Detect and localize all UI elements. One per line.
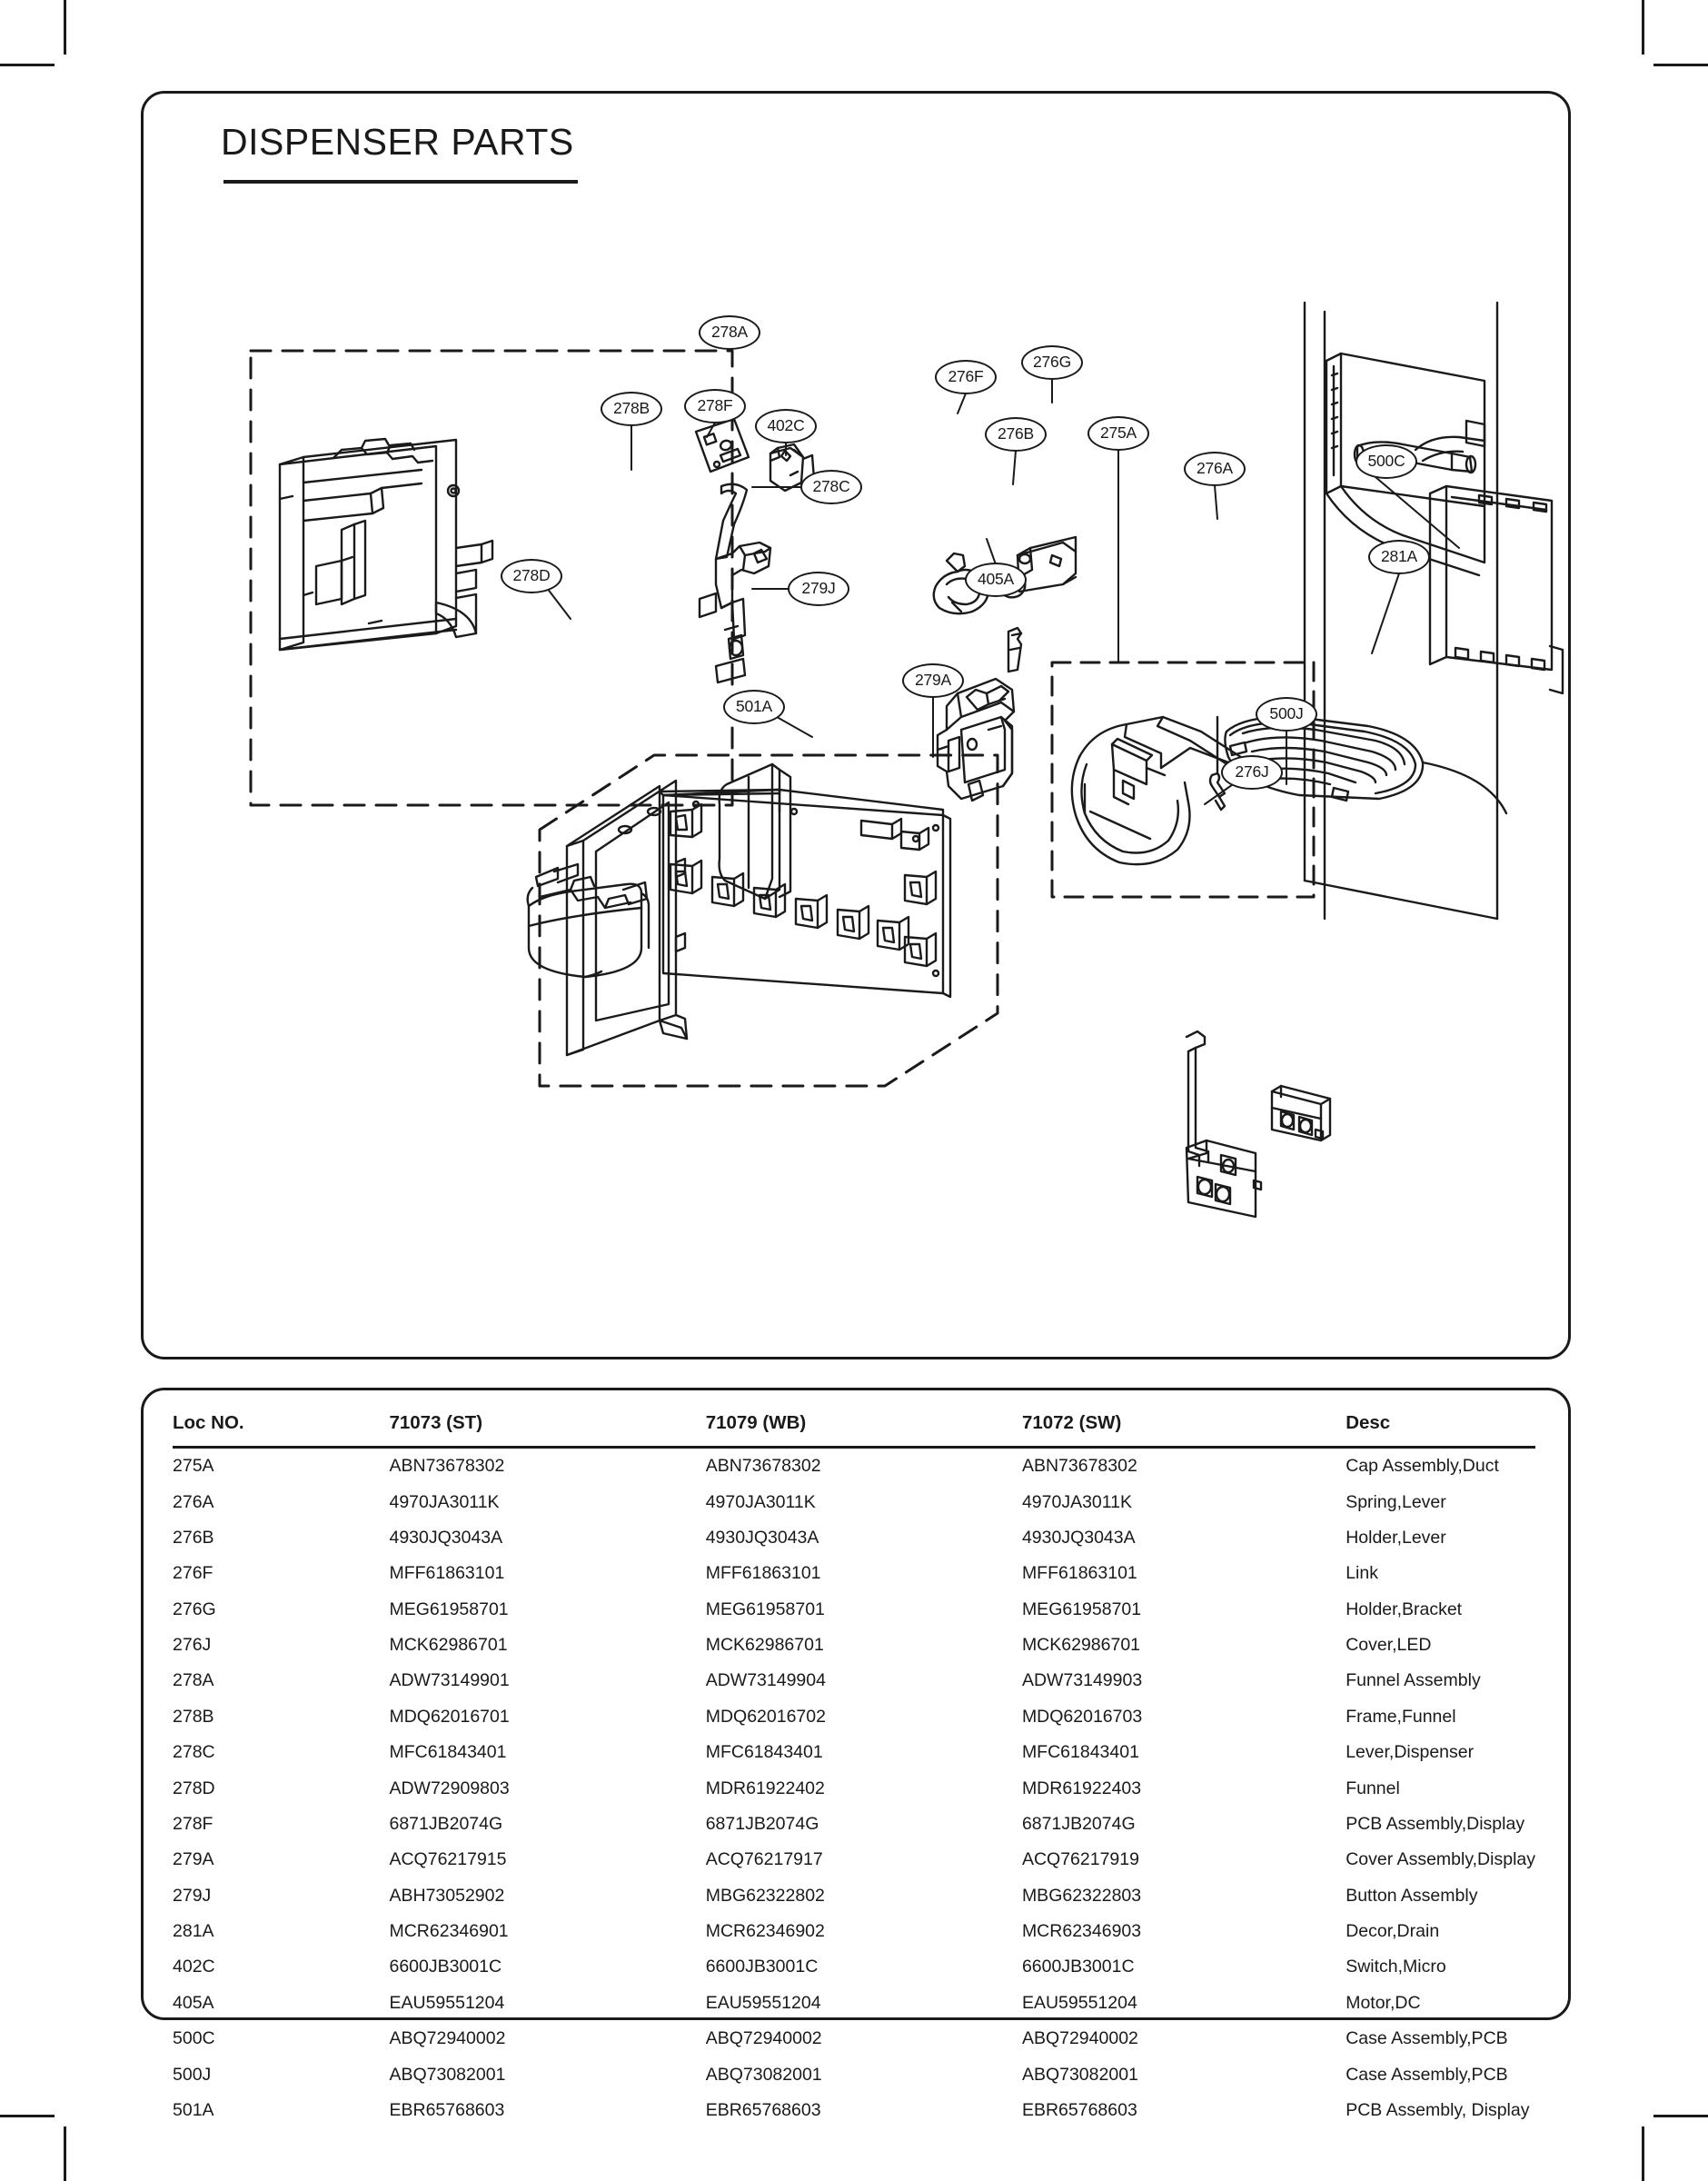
- header-71072-sw: 71072 (SW): [1021, 1412, 1122, 1433]
- cell-desc: Cover Assembly,Display: [1346, 1849, 1535, 1870]
- callout-278d: 278D: [501, 559, 562, 593]
- cell-desc: Funnel Assembly: [1346, 1670, 1481, 1691]
- cell-71073-st: ABH73052902: [389, 1885, 505, 1906]
- cell-71072-sw: EAU59551204: [1021, 1992, 1137, 2013]
- table-row: [173, 1986, 1535, 2021]
- part-405a-motor-dc: [938, 679, 1014, 801]
- part-276j-cover-led: [1187, 1031, 1261, 1217]
- table-row: [173, 1735, 1535, 1770]
- cell-desc: Funnel: [1346, 1778, 1400, 1798]
- header-71073-st: 71073 (ST): [389, 1412, 483, 1433]
- cell-71073-st: MDQ62016701: [389, 1706, 510, 1727]
- cell-71073-st: 6600JB3001C: [389, 1957, 502, 1977]
- cell-loc-no: 402C: [173, 1957, 215, 1977]
- crop-mark-top-left: [64, 0, 66, 55]
- cell-71073-st: MCR62346901: [389, 1921, 509, 1942]
- cell-71073-st: MFC61843401: [389, 1742, 507, 1763]
- crop-mark-right-bottom: [1653, 2115, 1708, 2117]
- cell-71079-wb: MDQ62016702: [705, 1706, 826, 1727]
- table-row: [173, 1448, 1535, 1485]
- callout-281a: 281A: [1368, 540, 1430, 574]
- part-278b-frame-funnel: [280, 439, 492, 650]
- table-header-row: [173, 1412, 1535, 1448]
- callout-278b: 278B: [601, 392, 662, 426]
- part-276b-holder-lever: [1008, 586, 1021, 672]
- cell-desc: PCB Assembly,Display: [1346, 1813, 1525, 1834]
- cell-71079-wb: 4930JQ3043A: [705, 1527, 819, 1548]
- table-row: [173, 1878, 1535, 1914]
- cell-71073-st: ADW72909803: [389, 1778, 510, 1798]
- cell-loc-no: 278D: [173, 1778, 215, 1798]
- cell-loc-no: 278A: [173, 1670, 214, 1691]
- cell-desc: Frame,Funnel: [1346, 1706, 1456, 1727]
- crop-mark-left-bottom: [0, 2115, 55, 2117]
- table-row: [173, 1628, 1535, 1663]
- callout-278f: 278F: [684, 389, 746, 423]
- table-row: [173, 1520, 1535, 1556]
- cell-loc-no: 275A: [173, 1456, 214, 1477]
- callout-405a: 405A: [965, 563, 1027, 597]
- callout-279a: 279A: [902, 663, 964, 698]
- cell-loc-no: 281A: [173, 1921, 214, 1942]
- parts-table-panel: [141, 1388, 1571, 2120]
- part-279a-cover-assembly-display: [660, 790, 950, 997]
- part-278c-lever-dispenser: [700, 484, 770, 682]
- cell-71079-wb: ABQ73082001: [705, 2064, 822, 2085]
- part-278f-pcb-display: [696, 419, 749, 472]
- callout-278a: 278A: [699, 315, 760, 350]
- page-title: DISPENSER PARTS: [221, 121, 574, 163]
- diagram-panel: [141, 91, 1571, 1359]
- table-row: [173, 1842, 1535, 1877]
- cell-desc: Case Assembly,PCB: [1346, 2064, 1508, 2085]
- cell-desc: Cap Assembly,Duct: [1346, 1456, 1499, 1477]
- cell-loc-no: 276A: [173, 1491, 214, 1512]
- cell-loc-no: 278B: [173, 1706, 214, 1727]
- cell-desc: PCB Assembly, Display: [1346, 2099, 1530, 2120]
- callout-279j: 279J: [788, 572, 849, 606]
- cell-71072-sw: ABQ73082001: [1021, 2064, 1138, 2085]
- cell-loc-no: 276G: [173, 1598, 216, 1619]
- cell-71079-wb: 6600JB3001C: [705, 1957, 819, 1977]
- cell-71072-sw: ADW73149903: [1021, 1670, 1143, 1691]
- cell-loc-no: 276F: [173, 1563, 214, 1584]
- cell-71072-sw: ABQ72940002: [1021, 2028, 1138, 2049]
- cell-71079-wb: EBR65768603: [705, 2099, 821, 2120]
- callout-275a: 275A: [1087, 416, 1149, 451]
- table-row: [173, 1592, 1535, 1628]
- table-row: [173, 2021, 1535, 2057]
- cell-loc-no: 276J: [173, 1635, 212, 1656]
- cell-desc: Spring,Lever: [1346, 1491, 1446, 1512]
- crop-mark-right-top: [1653, 64, 1708, 66]
- cell-71072-sw: MDQ62016703: [1021, 1706, 1143, 1727]
- cell-71072-sw: MDR61922403: [1021, 1778, 1142, 1798]
- dispenser-recess: [1326, 354, 1563, 693]
- cell-71073-st: 4930JQ3043A: [389, 1527, 503, 1548]
- table-row: [173, 1663, 1535, 1698]
- cell-71073-st: 6871JB2074G: [389, 1813, 503, 1834]
- cell-desc: Holder,Bracket: [1346, 1598, 1463, 1619]
- cell-71072-sw: MFF61863101: [1021, 1563, 1137, 1584]
- cell-71073-st: ABQ72940002: [389, 2028, 506, 2049]
- part-501a-pcb-display: [567, 781, 687, 1055]
- table-row: [173, 2093, 1535, 2128]
- cell-71073-st: MCK62986701: [389, 1635, 508, 1656]
- cell-71073-st: MFF61863101: [389, 1563, 505, 1584]
- callout-276a: 276A: [1184, 452, 1246, 486]
- cell-desc: Lever,Dispenser: [1346, 1742, 1475, 1763]
- crop-mark-left-top: [0, 64, 55, 66]
- table-row: [173, 1699, 1535, 1735]
- cell-desc: Button Assembly: [1346, 1885, 1478, 1906]
- cell-71073-st: 4970JA3011K: [389, 1491, 500, 1512]
- dispenser-exploded-diagram: [144, 94, 1568, 1357]
- cell-71073-st: ABN73678302: [389, 1456, 505, 1477]
- part-275a-cap-assembly-duct: [1072, 717, 1246, 864]
- cell-71079-wb: MFC61843401: [705, 1742, 823, 1763]
- cell-71072-sw: 6871JB2074G: [1021, 1813, 1136, 1834]
- table-row: [173, 1807, 1535, 1842]
- table-row: [173, 1770, 1535, 1806]
- cell-71073-st: MEG61958701: [389, 1598, 509, 1619]
- cell-loc-no: 279J: [173, 1885, 212, 1906]
- cell-loc-no: 405A: [173, 1992, 214, 2013]
- crop-mark-top-right: [1642, 0, 1644, 55]
- part-500j-case-assembly-pcb: [1272, 1086, 1330, 1140]
- cell-loc-no: 276B: [173, 1527, 214, 1548]
- cell-desc: Motor,DC: [1346, 1992, 1421, 2013]
- callout-501a: 501A: [723, 690, 785, 724]
- cell-71079-wb: MCK62986701: [705, 1635, 824, 1656]
- cell-71079-wb: ABN73678302: [705, 1456, 821, 1477]
- cell-71073-st: EAU59551204: [389, 1992, 505, 2013]
- cell-71079-wb: MDR61922402: [705, 1778, 825, 1798]
- cell-desc: Holder,Lever: [1346, 1527, 1446, 1548]
- callout-276j: 276J: [1221, 755, 1283, 790]
- callout-402c: 402C: [755, 409, 817, 443]
- cell-71079-wb: ADW73149904: [705, 1670, 826, 1691]
- cell-71073-st: ABQ73082001: [389, 2064, 506, 2085]
- header-loc-no: Loc NO.: [173, 1412, 244, 1433]
- table-row: [173, 1949, 1535, 1985]
- header-71079-wb: 71079 (WB): [705, 1412, 807, 1433]
- cell-desc: Case Assembly,PCB: [1346, 2028, 1508, 2049]
- cell-desc: Link: [1346, 1563, 1378, 1584]
- crop-mark-bottom-left: [64, 2126, 66, 2181]
- cell-71072-sw: MEG61958701: [1021, 1598, 1142, 1619]
- cell-loc-no: 500C: [173, 2028, 215, 2049]
- cell-71079-wb: EAU59551204: [705, 1992, 821, 2013]
- cell-71079-wb: MBG62322802: [705, 1885, 825, 1906]
- callout-500c: 500C: [1355, 444, 1417, 479]
- part-278d-funnel-cup: [528, 864, 649, 977]
- callout-500j: 500J: [1256, 697, 1317, 732]
- cell-71079-wb: MEG61958701: [705, 1598, 825, 1619]
- cell-loc-no: 279A: [173, 1849, 214, 1870]
- cell-loc-no: 278C: [173, 1742, 215, 1763]
- cell-71072-sw: MBG62322803: [1021, 1885, 1142, 1906]
- cell-71072-sw: ACQ76217919: [1021, 1849, 1139, 1870]
- cell-71073-st: ACQ76217915: [389, 1849, 507, 1870]
- parts-table: [173, 1412, 1535, 2128]
- table-row: [173, 1556, 1535, 1591]
- cell-71079-wb: ACQ76217917: [705, 1849, 823, 1870]
- cell-71079-wb: 4970JA3011K: [705, 1491, 816, 1512]
- cell-desc: Switch,Micro: [1346, 1957, 1446, 1977]
- funnel-assembly-group-box: [251, 351, 732, 805]
- callout-276f: 276F: [935, 360, 997, 394]
- cell-71072-sw: MCK62986701: [1021, 1635, 1141, 1656]
- header-desc: Desc: [1346, 1412, 1391, 1433]
- cell-71072-sw: MFC61843401: [1021, 1742, 1139, 1763]
- cell-71073-st: ADW73149901: [389, 1670, 510, 1691]
- table-row: [173, 1914, 1535, 1949]
- cell-71072-sw: ABN73678302: [1021, 1456, 1137, 1477]
- cell-71079-wb: 6871JB2074G: [705, 1813, 819, 1834]
- cell-71079-wb: MFF61863101: [705, 1563, 821, 1584]
- cell-71072-sw: MCR62346903: [1021, 1921, 1142, 1942]
- table-row: [173, 2057, 1535, 2092]
- cell-71072-sw: 4970JA3011K: [1021, 1491, 1133, 1512]
- cell-71079-wb: MCR62346902: [705, 1921, 825, 1942]
- cell-desc: Decor,Drain: [1346, 1921, 1440, 1942]
- callout-276b: 276B: [985, 417, 1047, 452]
- cell-71072-sw: 6600JB3001C: [1021, 1957, 1135, 1977]
- parts-table-body: [173, 1448, 1535, 2129]
- cell-71072-sw: 4930JQ3043A: [1021, 1527, 1136, 1548]
- cell-71073-st: EBR65768603: [389, 2099, 505, 2120]
- callout-276g: 276G: [1021, 345, 1083, 380]
- cell-desc: Cover,LED: [1346, 1635, 1432, 1656]
- cell-loc-no: 278F: [173, 1813, 214, 1834]
- callout-278c: 278C: [800, 470, 862, 504]
- table-row: [173, 1484, 1535, 1519]
- cell-loc-no: 500J: [173, 2064, 212, 2085]
- cell-loc-no: 501A: [173, 2099, 214, 2120]
- cell-71079-wb: ABQ72940002: [705, 2028, 822, 2049]
- cell-71072-sw: EBR65768603: [1021, 2099, 1137, 2120]
- crop-mark-bottom-right: [1642, 2126, 1644, 2181]
